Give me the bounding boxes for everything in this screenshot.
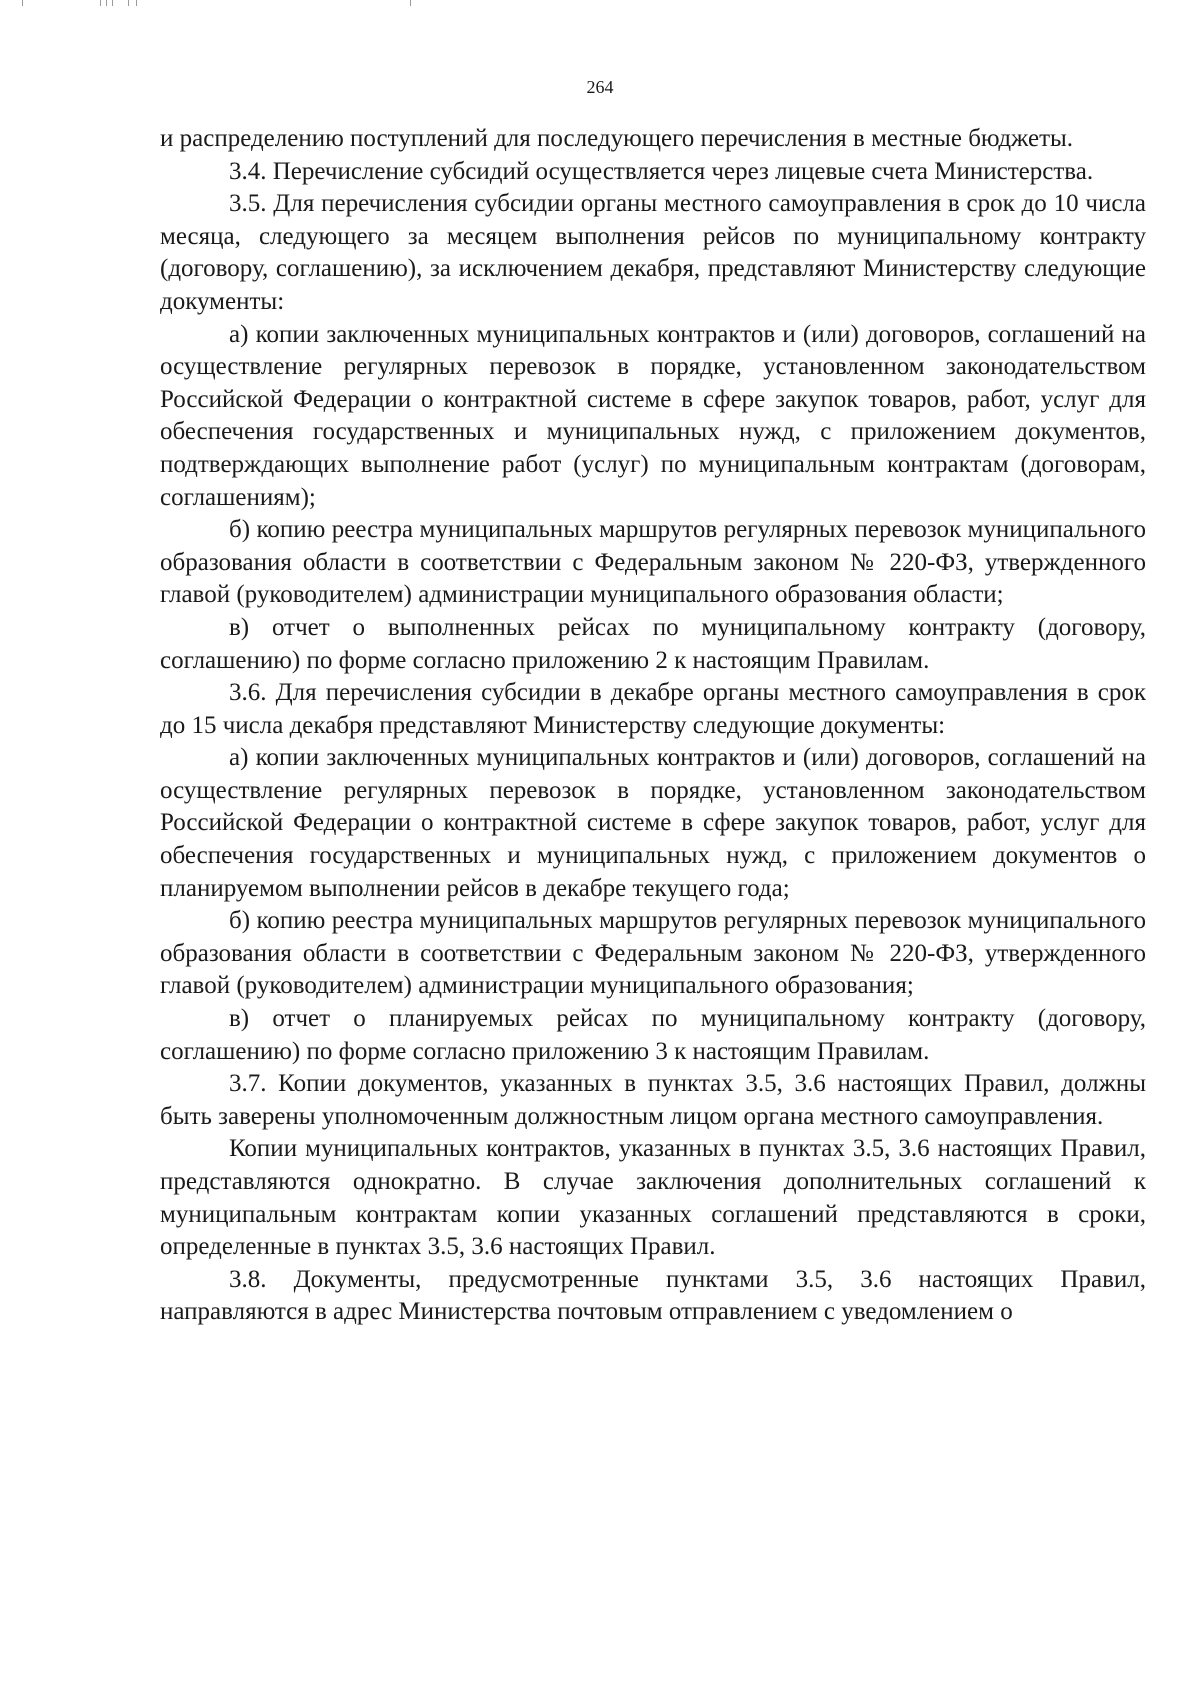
paragraph-3-8: 3.8. Документы, предусмотренные пунктами 3.5, 3.6 настоящих Правил, направляются в адрес Министерства почтовым отправлением с уведомлением о — [160, 1265, 1146, 1326]
paragraph-3-6-a: а) копии заключенных муниципальных контрактов и (или) договоров, соглашений на осуществление регулярных перевозок в порядке, установленном законодательством Российской Федерации о контрактной системе в сфере закупок товаров, работ, услуг для обеспечения государственных и муниципальных нужд, с приложением документов о планируемом выполнении рейсов в декабре текущего года; — [160, 744, 1146, 902]
paragraph-3-6-b: б) копию реестра муниципальных маршрутов регулярных перевозок муниципального образования области в соответствии с Федеральным законом № 220-ФЗ, утвержденного главой (руководителем) администрации муниципального образования; — [160, 907, 1146, 1000]
paragraph-3-6-v: в) отчет о планируемых рейсах по муниципальному контракту (договору, соглашению) по форме согласно приложению 3 к настоящим Правилам. — [160, 1005, 1146, 1065]
paragraph-3-6: 3.6. Для перечисления субсидии в декабре органы местного самоуправления в срок до 15 числа декабря представляют Министерству следующие документы: — [160, 679, 1146, 739]
scan-edge-marks — [0, 0, 420, 6]
document-body — [160, 123, 1146, 1329]
paragraph-3-7-contracts: Копии муниципальных контрактов, указанных в пунктах 3.5, 3.6 настоящих Правил, представляются однократно. В случае заключения дополнительных соглашений к муниципальным контрактам копии указанных соглашений представляются в сроки, определенные в пунктах 3.5, 3.6 настоящих Правил. — [160, 1135, 1146, 1261]
paragraph-3-5-v: в) отчет о выполненных рейсах по муниципальному контракту (договору, соглашению) по форме согласно приложению 2 к настоящим Правилам. — [160, 613, 1146, 674]
paragraph-3-5-b: б) копию реестра муниципальных маршрутов регулярных перевозок муниципального образования области в соответствии с Федеральным законом № 220-ФЗ, утвержденного главой (руководителем) администрации муниципального образования области; — [160, 516, 1146, 609]
paragraph-3-5: 3.5. Для перечисления субсидии органы местного самоуправления в срок до 10 числа месяца, следующего за месяцем выполнения рейсов по муниципальному контракту (договору, соглашению), за исключением декабря, представляют Министерству следующие документы: — [160, 190, 1146, 315]
paragraph-3-4: 3.4. Перечисление субсидий осуществляется через лицевые счета Министерства. — [229, 157, 1094, 185]
paragraph-continuation: и распределению поступлений для последующего перечисления в местные бюджеты. — [160, 125, 1074, 152]
paragraph-3-5-a: а) копии заключенных муниципальных контрактов и (или) договоров, соглашений на осуществление регулярных перевозок в порядке, установленном законодательством Российской Федерации о контрактной системе в сфере закупок товаров, работ, услуг для обеспечения государственных и муниципальных нужд, с приложением документов, подтверждающих выполнение работ (услуг) по муниципальным контрактам (договорам, соглашениям); — [160, 320, 1146, 511]
page-number: 264 — [586, 77, 614, 97]
paragraph-3-7: 3.7. Копии документов, указанных в пунктах 3.5, 3.6 настоящих Правил, должны быть заверены уполномоченным должностным лицом органа местного самоуправления. — [160, 1070, 1146, 1130]
